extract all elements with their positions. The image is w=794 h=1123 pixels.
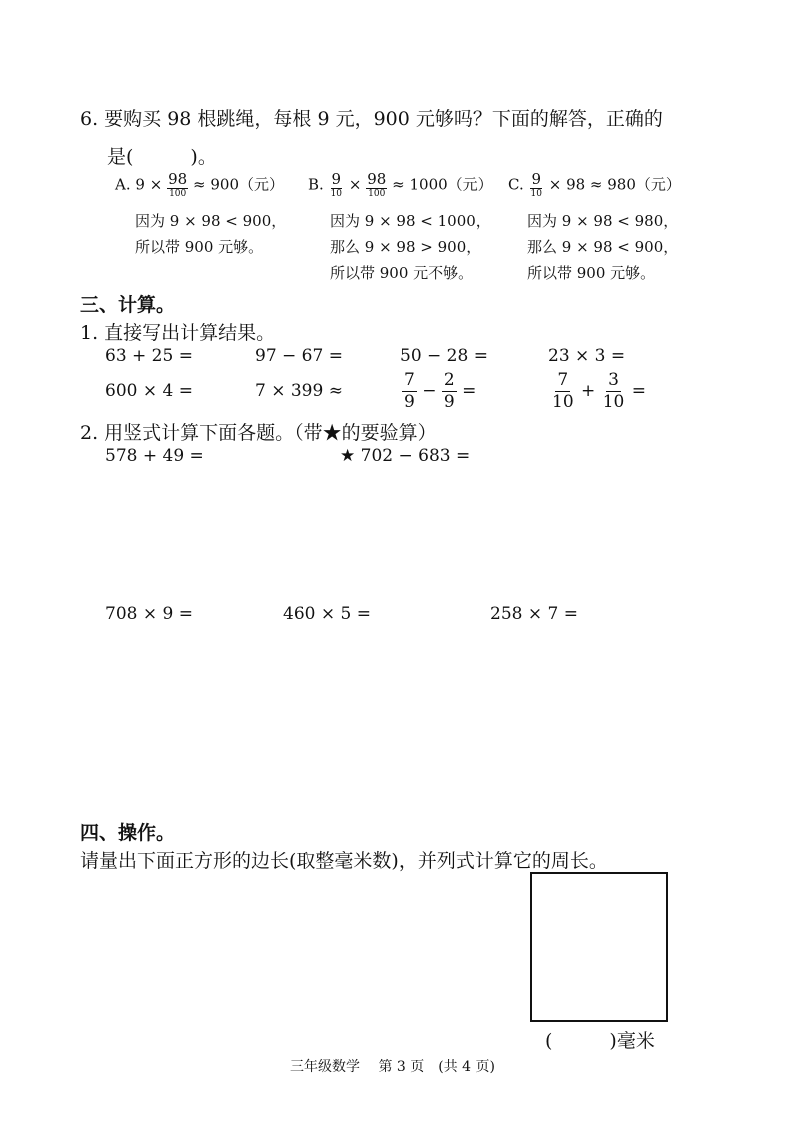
calc-97-minus-67[interactable]: 97 − 67 = [255, 346, 343, 366]
option-b-line-2: 那么 9 × 98 > 900， [330, 238, 482, 256]
side-length-answer-blank[interactable]: ( )毫米 [545, 1030, 655, 1052]
calc-578-plus-49[interactable]: 578 + 49 = [105, 446, 204, 466]
section-3-title: 三、计算。 [80, 294, 176, 316]
option-b-mid: × [348, 175, 362, 194]
section-3-sub-2: 2. 用竖式计算下面各题。（带★的要验算） [80, 422, 437, 444]
option-c-expr-post: × 98 ≈ 980（元） [548, 175, 681, 194]
option-a-label: A. [115, 175, 131, 194]
frac-num: 2 [443, 370, 455, 390]
calc-460-times-5[interactable]: 460 × 5 = [283, 604, 371, 624]
option-a-frac-num: 98 [168, 170, 188, 188]
frac-num: 7 [404, 370, 415, 390]
option-c-fraction [529, 172, 544, 199]
frac-7-10 [550, 372, 576, 411]
option-c-frac-den: 10 [530, 189, 542, 199]
calc-702-minus-683-text: 702 − 683 = [360, 446, 471, 466]
option-b-expr-post: ≈ 1000（元） [392, 175, 493, 194]
frac-2-9 [442, 372, 457, 411]
section-4-prompt: 请量出下面正方形的边长(取整毫米数)，并列式计算它的周长。 [80, 850, 608, 872]
option-a-fraction [167, 172, 188, 199]
frac-num: 3 [608, 370, 619, 390]
page-footer: 三年级数学 第 3 页 (共 4 页) [290, 1059, 495, 1075]
equals-sign: = [462, 381, 477, 401]
frac-den: 9 [443, 392, 455, 412]
frac-num: 7 [557, 370, 569, 390]
option-a-line-1: 因为 9 × 98 < 900， [135, 212, 287, 230]
option-c-line-1: 因为 9 × 98 < 980， [527, 212, 679, 230]
calc-600-times-4[interactable]: 600 × 4 = [105, 381, 193, 401]
calc-fraction-subtraction[interactable] [402, 372, 476, 411]
frac-den: 9 [404, 392, 415, 412]
option-b-line-3: 所以带 900 元不够。 [330, 264, 474, 282]
option-c-label: C. [508, 175, 524, 194]
option-a[interactable] [115, 172, 284, 199]
section-4-title: 四、操作。 [80, 822, 176, 844]
option-a-line-2: 所以带 900 元够。 [135, 238, 264, 256]
option-a-expr-pre: 9 × [135, 175, 163, 194]
option-c-line-2: 那么 9 × 98 < 900， [527, 238, 679, 256]
option-b[interactable] [308, 172, 493, 199]
calc-258-times-7[interactable]: 258 × 7 = [490, 604, 578, 624]
calc-63-plus-25[interactable]: 63 + 25 = [105, 346, 193, 366]
frac-den: 10 [602, 392, 625, 412]
option-b-fraction-1 [329, 172, 344, 199]
option-b-line-1: 因为 9 × 98 < 1000， [330, 212, 491, 230]
option-a-frac-den: 100 [169, 189, 187, 199]
option-b-frac2-den: 100 [368, 189, 386, 199]
calc-50-minus-28[interactable]: 50 − 28 = [400, 346, 488, 366]
option-b-frac1-den: 10 [330, 189, 343, 199]
calc-708-times-9[interactable]: 708 × 9 = [105, 604, 193, 624]
frac-den: 10 [552, 392, 574, 412]
question-6-text: 6. 要购买 98 根跳绳，每根 9 元，900 元够吗？下面的解答，正确的 [80, 108, 663, 130]
option-a-expr-post: ≈ 900（元） [193, 175, 284, 194]
measurement-square [530, 872, 668, 1022]
operator-plus: + [581, 381, 596, 401]
operator-minus: − [422, 381, 437, 401]
equals-sign: = [631, 381, 646, 401]
calc-702-minus-683[interactable] [340, 446, 470, 466]
frac-7-9 [402, 372, 417, 411]
star-icon: ★ [340, 446, 356, 466]
option-b-frac2-num: 98 [367, 170, 387, 188]
option-b-frac1-num: 9 [331, 170, 342, 188]
option-c-line-3: 所以带 900 元够。 [527, 264, 656, 282]
section-3-sub-1: 1. 直接写出计算结果。 [80, 322, 276, 344]
frac-3-10 [601, 372, 627, 411]
option-b-fraction-2 [366, 172, 387, 199]
calc-7-times-399[interactable]: 7 × 399 ≈ [255, 381, 343, 401]
option-c-frac-num: 9 [531, 170, 541, 188]
option-b-label: B. [308, 175, 324, 194]
option-c[interactable] [508, 172, 681, 199]
calc-23-times-3[interactable]: 23 × 3 = [548, 346, 626, 366]
question-6-answer-blank[interactable]: 是( )。 [107, 146, 217, 168]
calc-fraction-addition[interactable] [550, 372, 646, 411]
